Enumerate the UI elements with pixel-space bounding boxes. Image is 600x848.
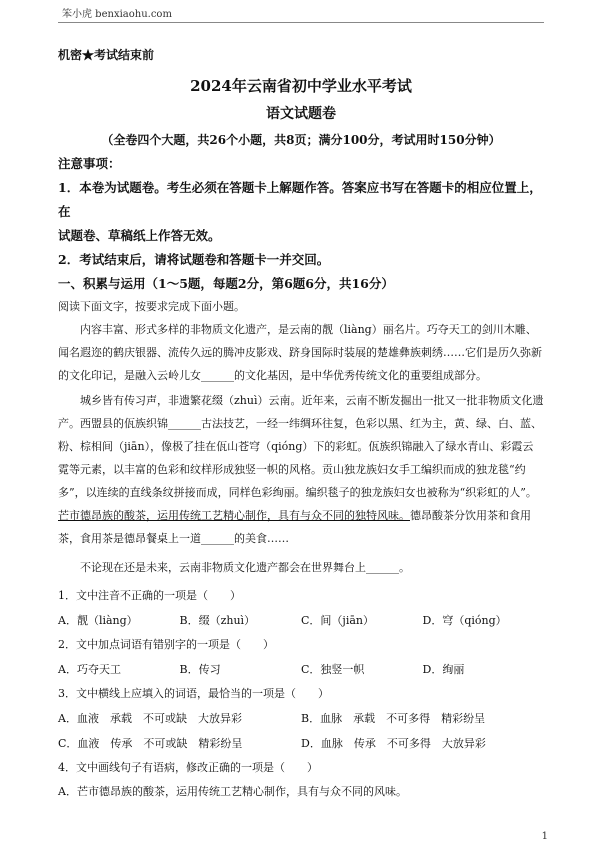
question-3-options-row-2	[58, 735, 544, 751]
exam-info: （全卷四个大题，共26个小题，共8页；满分100分，考试用时150分钟）	[101, 133, 501, 147]
option-b: B．血脉 承载 不可多得 精彩纷呈	[301, 712, 486, 725]
header-divider	[58, 22, 544, 23]
option-d: D．穹（qióng）	[422, 614, 507, 627]
question-2-options	[58, 661, 544, 677]
option-d: D．血脉 传承 不可多得 大放异彩	[301, 737, 486, 750]
question-2-stem: 2．文中加点词语有错别字的一项是（ ）	[58, 638, 274, 651]
passage-paragraph-1: 内容丰富、形式多样的非物质文化遗产，是云南的靓（liàng）丽名片。巧夺天工的剑川木雕、闻名遐迩的鹤庆银器、流传久远的腾冲皮影戏、跻身国际时装展的楚雄彝族刺绣……它们是历久弥新的文化印记，是融入云岭儿女______的文化基因，是中华优秀传统文化的重要组成部分。	[58, 323, 542, 382]
note-1a: 1．本卷为试题卷。考生必须在答题卡上解题作答。答案应书写在答题卡的相应位置上，在	[58, 180, 542, 219]
option-a: A．芒市德昂族的酸茶，运用传统工艺精心制作，具有与众不同的风味。	[58, 785, 407, 798]
question-1-options	[58, 612, 544, 628]
para2-text: 城乡皆有传习声，非遗繁花缀（zhuì）云南。近年来，云南不断发掘出一批又一批非物质文化遗产。西盟县的佤族织锦______古法技艺，一经一纬绸环往复，色彩以黑、红为主，黄、绿、白、蓝、粉、棕相间（jiān），像极了挂在佤山苍穹（qióng）下的彩虹。佤族织锦融入了绿水青山、彩霞云霓等元素，以丰富的色彩和纹样形成独竖一帜的风格。贡山独龙族妇女手工编织而成的独龙毯“约多”，以连续的直线条纹拼接而成，同样色彩绚丽。编织毯子的独龙族妇女也被称为“织彩虹的人”。	[58, 394, 544, 499]
question-4-stem: 4．文中画线句子有语病，修改正确的一项是（ ）	[58, 761, 318, 774]
option-a: A．靓（liàng）	[58, 614, 138, 627]
option-c: C．独竖一帜	[301, 663, 365, 676]
notes-title: 注意事项：	[58, 156, 121, 171]
option-b: B．缀（zhuì）	[179, 614, 256, 627]
note-1b: 试题卷、草稿纸上作答无效。	[58, 228, 221, 243]
option-c: C．间（jiān）	[301, 614, 374, 627]
question-3-options-row-1	[58, 710, 544, 726]
question-3-stem: 3．文中横线上应填入的词语，最恰当的一项是（ ）	[58, 687, 329, 700]
underlined-sentence: 芒市德昂族的酸茶，运用传统工艺精心制作，具有与众不同的独特风味。	[58, 509, 410, 522]
site-watermark: 笨小虎 benxiaohu.com	[62, 9, 172, 20]
instruction: 阅读下面文字，按要求完成下面小题。	[58, 300, 245, 313]
question-1-stem: 1．文中注音不正确的一项是（ ）	[58, 589, 241, 602]
page-number: 1	[541, 831, 548, 842]
option-d: D．绚丽	[422, 663, 465, 676]
option-b: B．传习	[179, 663, 221, 676]
note-2: 2．考试结束后，请将试题卷和答题卡一并交回。	[58, 252, 330, 267]
option-c: C．血液 传承 不可或缺 精彩纷呈	[58, 737, 243, 750]
secret-label: 机密★考试结束前	[58, 48, 155, 62]
section-1-heading: 一、积累与运用（1～5题，每题2分，第6题6分，共16分）	[58, 276, 394, 291]
exam-title: 2024年云南省初中学业水平考试	[190, 77, 412, 95]
exam-content	[58, 36, 544, 799]
exam-subtitle: 语文试题卷	[266, 106, 336, 122]
passage-paragraph-3: 不论现在还是未来，云南非物质文化遗产都会在世界舞台上______。	[80, 561, 410, 574]
para2-text-end: 德昂酸茶分饮用茶和食用茶，食用茶是德昂餐桌上一道______的美食……	[58, 509, 531, 545]
option-a: A．血液 承载 不可或缺 大放异彩	[58, 712, 242, 725]
passage-paragraph-2	[58, 389, 544, 550]
option-a: A．巧夺天工	[58, 663, 121, 676]
